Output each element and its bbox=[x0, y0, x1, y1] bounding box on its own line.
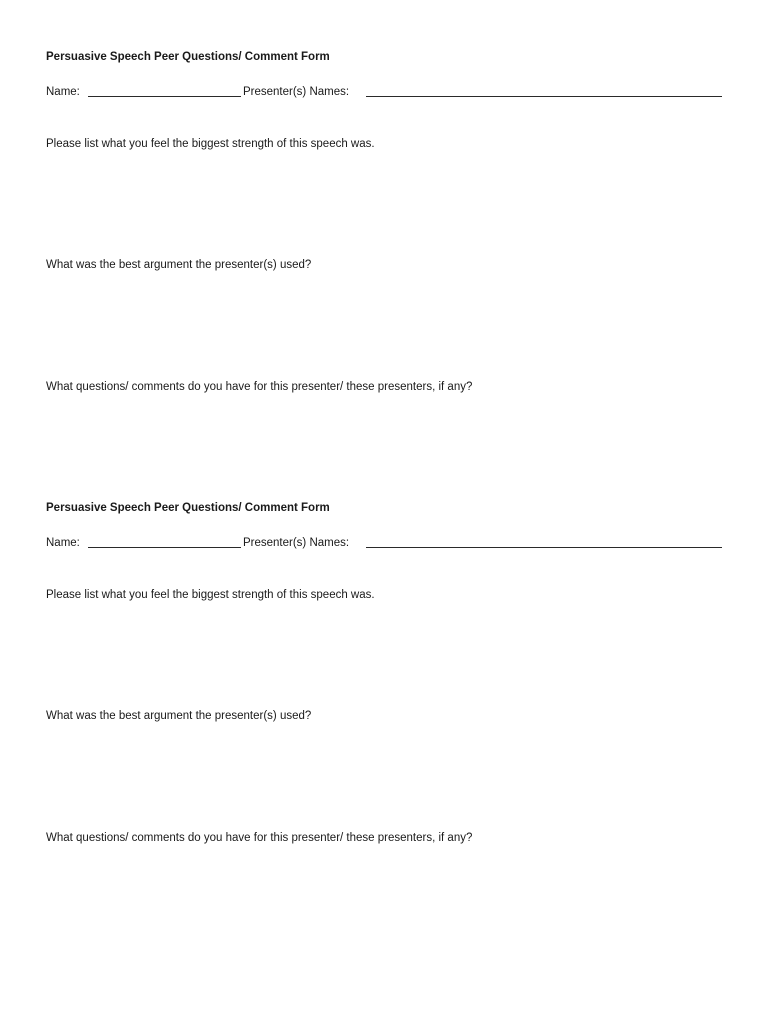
name-line bbox=[46, 535, 726, 551]
question-strength: Please list what you feel the biggest strength of this speech was. bbox=[46, 589, 375, 601]
question-comments: What questions/ comments do you have for this presenter/ these presenters, if any? bbox=[46, 832, 473, 844]
question-best-argument: What was the best argument the presenter(s) used? bbox=[46, 259, 312, 271]
name-blank[interactable] bbox=[88, 96, 241, 97]
name-label: Name: bbox=[46, 86, 80, 98]
question-best-argument: What was the best argument the presenter(s) used? bbox=[46, 710, 312, 722]
presenters-blank[interactable] bbox=[366, 547, 722, 548]
form-title: Persuasive Speech Peer Questions/ Comment Form bbox=[46, 502, 330, 514]
name-blank[interactable] bbox=[88, 547, 241, 548]
question-comments: What questions/ comments do you have for this presenter/ these presenters, if any? bbox=[46, 381, 473, 393]
presenters-blank[interactable] bbox=[366, 96, 722, 97]
peer-comment-form-1 bbox=[46, 49, 726, 393]
presenters-label: Presenter(s) Names: bbox=[243, 537, 350, 549]
peer-comment-form-2 bbox=[46, 500, 726, 844]
presenters-label: Presenter(s) Names: bbox=[243, 86, 350, 98]
name-label: Name: bbox=[46, 537, 80, 549]
name-line bbox=[46, 84, 726, 100]
question-strength: Please list what you feel the biggest strength of this speech was. bbox=[46, 138, 375, 150]
form-title: Persuasive Speech Peer Questions/ Comment Form bbox=[46, 51, 330, 63]
